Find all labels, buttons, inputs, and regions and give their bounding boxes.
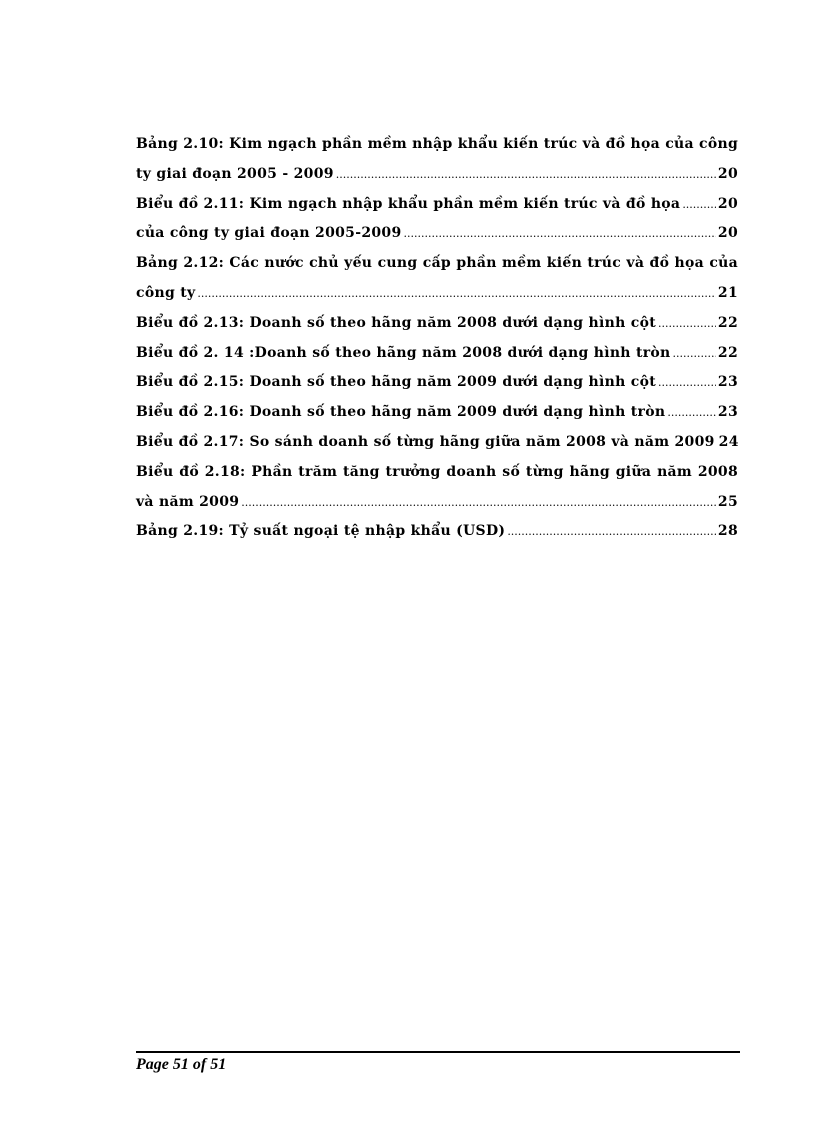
dot-leader <box>658 309 716 339</box>
toc-entry-page: 24 <box>718 433 739 450</box>
toc-entry-text: ty giai đoạn 2005 - 2009 <box>136 165 334 182</box>
dot-leader <box>336 160 716 190</box>
table-of-figures <box>136 130 738 547</box>
toc-entry[interactable] <box>136 428 738 458</box>
toc-entry[interactable] <box>136 219 738 249</box>
toc-entry-text: Biểu đồ 2.18: Phần trăm tăng trưởng doanh số từng hãng giữa năm 2008 <box>136 463 738 480</box>
toc-entry-text: Biểu đồ 2.17: So sánh doanh số từng hãng giữa năm 2008 và năm 2009 <box>136 433 715 450</box>
dot-leader <box>658 368 716 398</box>
toc-entry-text: công ty <box>136 284 196 301</box>
dot-leader <box>404 219 716 249</box>
toc-entry[interactable] <box>136 160 738 190</box>
toc-entry-text: Biểu đồ 2.15: Doanh số theo hãng năm 2009 dưới dạng hình cột <box>136 374 657 391</box>
toc-entry-page: 28 <box>717 523 738 540</box>
toc-entry[interactable] <box>136 130 738 160</box>
toc-entry[interactable] <box>136 249 738 279</box>
toc-entry[interactable] <box>136 339 738 369</box>
toc-entry[interactable] <box>136 279 738 309</box>
toc-entry-page: 21 <box>717 284 738 301</box>
toc-entry[interactable] <box>136 398 738 428</box>
toc-entry-page: 22 <box>717 314 738 331</box>
toc-entry-text: Bảng 2.19: Tỷ suất ngoại tệ nhập khẩu (USD) <box>136 523 506 540</box>
toc-entry-text: Biểu đồ 2.11: Kim ngạch nhập khẩu phần mềm kiến trúc và đồ họa <box>136 195 681 212</box>
dot-leader <box>667 398 716 428</box>
dot-leader <box>682 190 716 220</box>
toc-entry-text: Biểu đồ 2.16: Doanh số theo hãng năm 2009 dưới dạng hình tròn <box>136 404 666 421</box>
page-number: Page 51 of 51 <box>136 1056 227 1073</box>
toc-entry-text: Biểu đồ 2.13: Doanh số theo hãng năm 2008 dưới dạng hình cột <box>136 314 657 331</box>
toc-entry[interactable] <box>136 190 738 220</box>
dot-leader <box>507 517 716 547</box>
toc-entry-text: Biểu đồ 2. 14 :Doanh số theo hãng năm 2008 dưới dạng hình tròn <box>136 344 671 361</box>
toc-entry-text: và năm 2009 <box>136 493 240 510</box>
toc-entry[interactable] <box>136 458 738 488</box>
dot-leader <box>197 279 716 309</box>
toc-entry-page: 20 <box>717 225 738 242</box>
toc-entry-page: 20 <box>717 165 738 182</box>
footer-divider <box>136 1051 740 1053</box>
dot-leader <box>241 488 716 518</box>
toc-entry-page: 23 <box>717 374 738 391</box>
toc-entry-page: 22 <box>717 344 738 361</box>
toc-entry-page: 20 <box>717 195 738 212</box>
toc-entry[interactable] <box>136 368 738 398</box>
toc-entry[interactable] <box>136 517 738 547</box>
dot-leader <box>673 339 716 369</box>
toc-entry-text: Bảng 2.10: Kim ngạch phần mềm nhập khẩu kiến trúc và đồ họa của công <box>136 136 739 152</box>
toc-entry-text: của công ty giai đoạn 2005-2009 <box>136 225 402 242</box>
toc-entry-text: Bảng 2.12: Các nước chủ yếu cung cấp phần mềm kiến trúc và đồ họa của <box>136 255 738 272</box>
toc-entry[interactable] <box>136 309 738 339</box>
toc-entry-page: 23 <box>717 404 738 421</box>
toc-entry-page: 25 <box>717 493 738 510</box>
toc-entry[interactable] <box>136 488 738 518</box>
